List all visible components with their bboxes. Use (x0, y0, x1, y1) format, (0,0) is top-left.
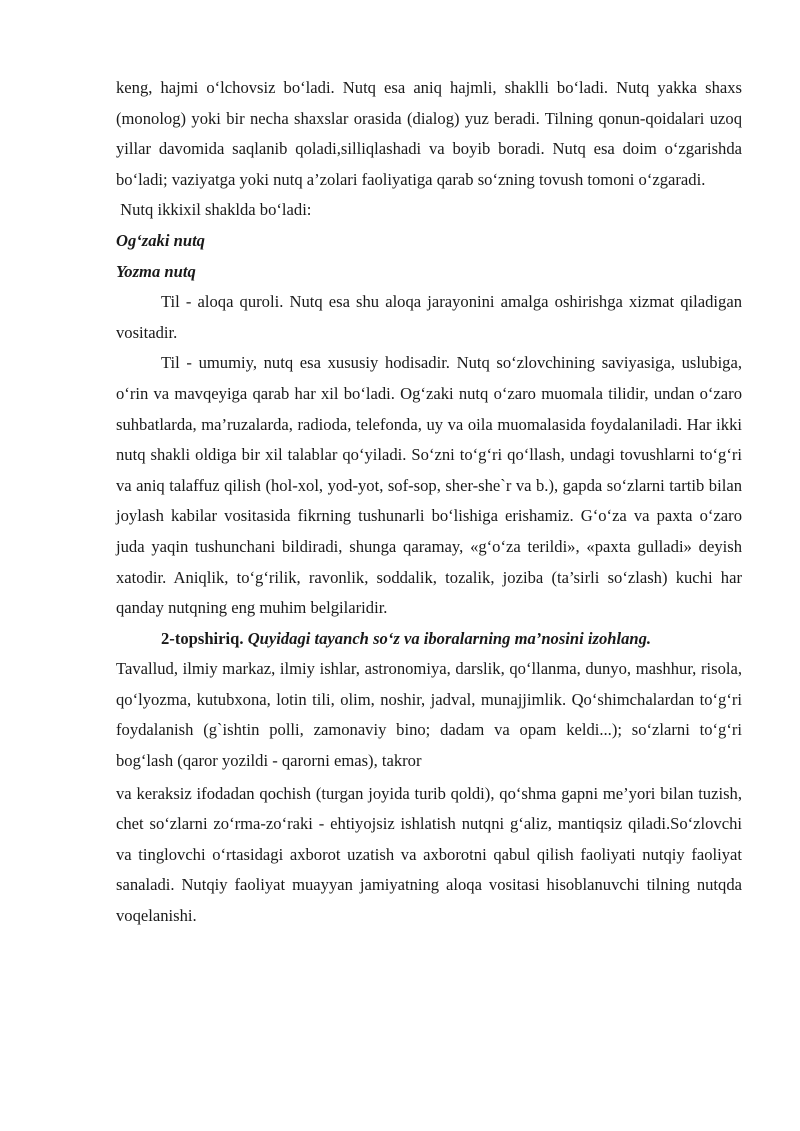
task-heading (116, 624, 742, 655)
task-body-part-2: va keraksiz ifodadan qochish (turgan joyida turib qoldi), qo‘shma gapni me’yori bilan tuzish, chet so‘zlarni zo‘rma-zo‘raki - ehtiyojsiz ishlatish nutqni g‘aliz, mantiqsiz qiladi.So‘zlovchi va tinglovchi o‘rtasidagi axborot uzatish va axborotni qabul qilish faoliyati nutqiy faoliyat sanaladi. Nutqiy faoliyat muayyan jamiyatning aloqa vositasi hisoblanuvchi tilning nutqda voqelanishi. (116, 783, 742, 926)
paragraph-language-tool: Til - aloqa quroli. Nutq esa shu aloqa jarayonini amalga oshirishga xizmat qiladigan vositadir. (116, 292, 742, 342)
task-body-part-1: Tavallud, ilmiy markaz, ilmiy ishlar, astronomiya, darslik, qo‘llanma, dunyo, mashhur, risola, qo‘lyozma, kutubxona, lotin tili, olim, noshir, jadval, munajjimlik. Qo‘shimchalardan to‘g‘ri foydalanish (g`ishtin polli, zamonaviy bino; dadam va opam keldi...); so‘zlarni to‘g‘ri bog‘lash (qaror yozildi - qarorni emas), takror (116, 659, 742, 771)
paragraph-language-general: Til - umumiy, nutq esa xususiy hodisadir. Nutq so‘zlovchining saviyasiga, uslubiga, o‘rin va mavqeyiga qarab har xil bo‘ladi. Og‘zaki nutq o‘zaro muomala tilidir, undan o‘zaro suhbatlarda, ma’ruzalarda, radioda, telefonda, uy va oila muomalasida foydalaniladi. Har ikki nutq shakli oldiga bir xil talablar qo‘yiladi. So‘zni to‘g‘ri qo‘llash, undagi tovushlarni to‘g‘ri va aniq talaffuz qilish (hol-xol, yod-yot, sof-sop, sher-she`r va b.), gapda so‘zlarni tartib bilan joylash kabilar vositasida fikrning tushunarli bo‘lishiga erishamiz. G‘o‘za va paxta o‘zaro juda yaqin tushunchani bildiradi, shunga qaramay, «g‘o‘za terildi», «paxta gulladi» deyish xatodir. Aniqlik, to‘g‘rilik, ravonlik, soddalik, tozalik, joziba (ta’sirli so‘zlash) kuchi har qanday nutqning eng muhim belgilaridir. (116, 353, 742, 618)
document-page (116, 73, 742, 932)
forms-intro: Nutq ikkixil shaklda bo‘ladi: (116, 200, 312, 220)
form-oral-heading: Og‘zaki nutq (116, 230, 205, 250)
paragraph-intro: keng, hajmi o‘lchovsiz bo‘ladi. Nutq esa aniq hajmli, shaklli bo‘ladi. Nutq yakka shaxs (monolog) yoki bir necha shaxslar orasida (dialog) yuz beradi. Tilning qonun-qoidalari uzoq yillar davomida saqlanib qoladi,silliqlashadi va boyib boradi. Nutq esa doim o‘zgarishda bo‘ladi; vaziyatga yoki nutq a’zolari faoliyatiga qarab so‘zning tovush tomoni o‘zgaradi. (116, 78, 742, 189)
task-instruction: Quyidagi tayanch so‘z va iboralarning ma’nosini izohlang. (247, 628, 652, 648)
form-written-heading: Yozma nutq (116, 261, 196, 281)
task-label: 2-topshiriq. (161, 628, 244, 648)
